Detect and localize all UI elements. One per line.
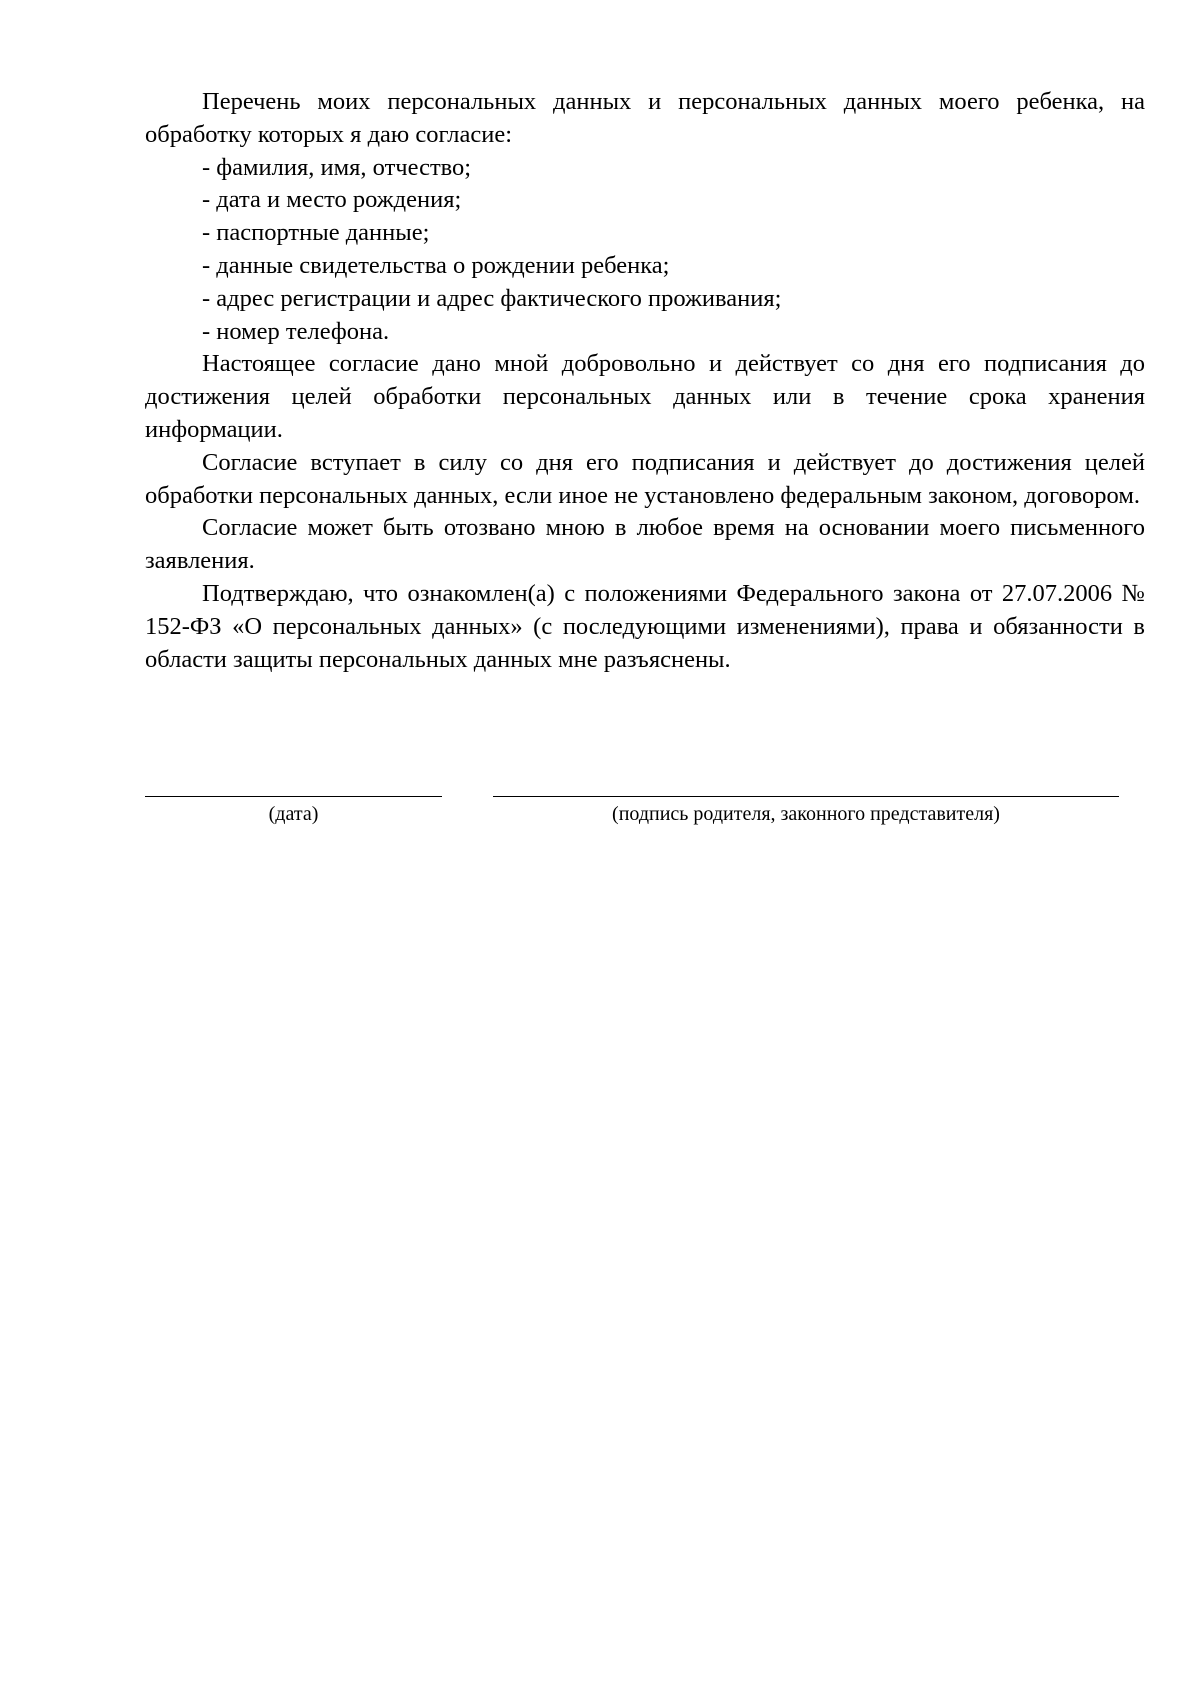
signature-caption: (подпись родителя, законного представителя) bbox=[612, 803, 1000, 825]
consent-effective-paragraph: Согласие вступает в силу со дня его подписания и действует до достижения целей обработки персональных данных, если иное не установлено федеральным законом, договором. bbox=[145, 448, 1145, 509]
list-item: - фамилия, имя, отчество; bbox=[202, 153, 472, 181]
list-item: - адрес регистрации и адрес фактического проживания; bbox=[202, 284, 782, 312]
consent-revocation-paragraph: Согласие может быть отозвано мною в любое время на основании моего письменного заявления. bbox=[145, 514, 1145, 575]
list-item: - паспортные данные; bbox=[202, 219, 430, 247]
date-line bbox=[145, 796, 442, 797]
acknowledgement-paragraph: Подтверждаю, что ознакомлен(а) с положениями Федерального закона от 27.07.2006 № 152-ФЗ «О персональных данных» (с последующими изменениями), права и обязанности в области защиты персональных данных мне разъяснены. bbox=[145, 579, 1145, 673]
list-item: - данные свидетельства о рождении ребенка; bbox=[202, 251, 670, 279]
list-item: - номер телефона. bbox=[202, 317, 390, 345]
list-item: - дата и место рождения; bbox=[202, 186, 462, 214]
intro-paragraph: Перечень моих персональных данных и персональных данных моего ребенка, на обработку которых я даю согласие: bbox=[145, 88, 1145, 148]
date-caption: (дата) bbox=[268, 803, 319, 825]
signature-block bbox=[145, 796, 1145, 856]
signature-line bbox=[493, 796, 1119, 797]
document-body bbox=[145, 86, 1145, 676]
consent-validity-paragraph: Настоящее согласие дано мной добровольно и действует со дня его подписания до достижения целей обработки персональных данных или в течение срока хранения информации. bbox=[145, 350, 1145, 443]
